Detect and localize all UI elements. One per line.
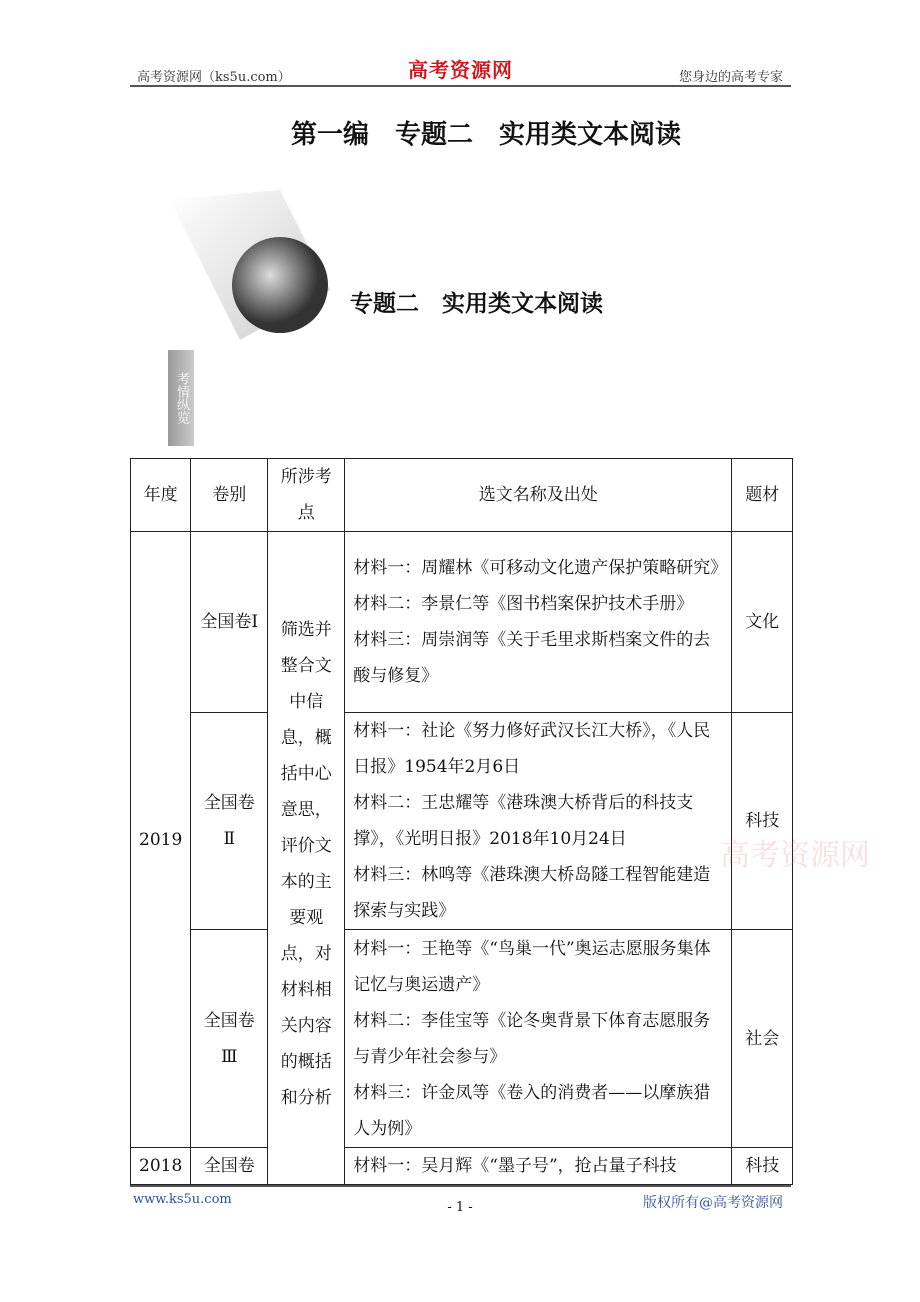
header-cell: 年度: [131, 459, 191, 532]
table-row: [131, 713, 793, 930]
side-tag: 考情纵览: [168, 350, 194, 446]
year-cell: 2018: [131, 1148, 191, 1185]
table-header-row: [131, 459, 793, 532]
year-cell: 2019: [131, 532, 191, 1148]
juan-cell: 全国卷Ⅱ: [191, 713, 268, 930]
material-item: 材料三：许金凤等《卷入的消费者——以摩族猎人为例》: [353, 1082, 711, 1139]
material-item: 材料一：社论《努力修好武汉长江大桥》，《人民日报》1954年2月6日: [353, 721, 711, 777]
header-cell: 所涉考点: [268, 459, 345, 532]
material-item: 材料三：林鸣等《港珠澳大桥岛隧工程智能建造探索与实践》: [353, 865, 711, 921]
materials-cell: [345, 713, 732, 930]
material-item: 材料一：吴月辉《“墨子号”，抢占量子科技: [353, 1156, 677, 1176]
table-row: [131, 930, 793, 1148]
footer-copyright: 版权所有@高考资源网: [643, 1195, 783, 1211]
table-row: [131, 532, 793, 713]
footer-rule: [130, 1185, 791, 1187]
exam-table: [130, 458, 793, 1185]
material-item: 材料一：王艳等《“鸟巢一代”奥运志愿服务集体记忆与奥运遗产》: [353, 938, 711, 995]
page-title: 第一编 专题二 实用类文本阅读: [290, 120, 681, 150]
material-item: 材料二：王忠耀等《港珠澳大桥背后的科技支撑》，《光明日报》2018年10月24日: [353, 793, 694, 849]
juan-cell: 全国卷: [191, 1148, 268, 1185]
material-item: 材料三：周崇润等《关于毛里求斯档案文件的去酸与修复》: [353, 630, 711, 686]
ticai-cell: 文化: [732, 532, 793, 713]
page-number: - 1 -: [447, 1200, 473, 1215]
material-item: 材料二：李景仁等《图书档案保护技术手册》: [353, 594, 694, 614]
material-item: 材料一：周耀林《可移动文化遗产保护策略研究》: [353, 558, 728, 578]
header-site-name: 高考资源网（ks5u.com）: [137, 70, 291, 85]
materials-cell: [345, 930, 732, 1148]
ticai-cell: 社会: [732, 930, 793, 1148]
ticai-cell: 科技: [732, 1148, 793, 1185]
ticai-cell: 科技: [732, 713, 793, 930]
header-cell: 题材: [732, 459, 793, 532]
banner-title: 专题二 实用类文本阅读: [350, 291, 603, 317]
materials-cell: [345, 532, 732, 713]
header-slogan: 您身边的高考专家: [678, 70, 783, 85]
header-logo: 高考资源网: [408, 58, 513, 82]
juan-cell: 全国卷Ⅲ: [191, 930, 268, 1148]
watermark: 高考资源网: [720, 838, 870, 873]
header-rule: [130, 85, 791, 87]
materials-cell: [345, 1148, 732, 1185]
material-item: 材料二：李佳宝等《论冬奥背景下体育志愿服务与青少年社会参与》: [353, 1010, 711, 1067]
juan-cell: 全国卷Ⅰ: [191, 532, 268, 713]
kaodian-cell: 筛选并整合文中信息，概括中心意思，评价文本的主要观点，对材料相关内容的概括和分析: [268, 532, 345, 1185]
footer-site-link[interactable]: www.ks5u.com: [133, 1192, 232, 1207]
header-cell: 选文名称及出处: [345, 459, 732, 532]
table-row: [131, 1148, 793, 1185]
header-cell: 卷别: [191, 459, 268, 532]
